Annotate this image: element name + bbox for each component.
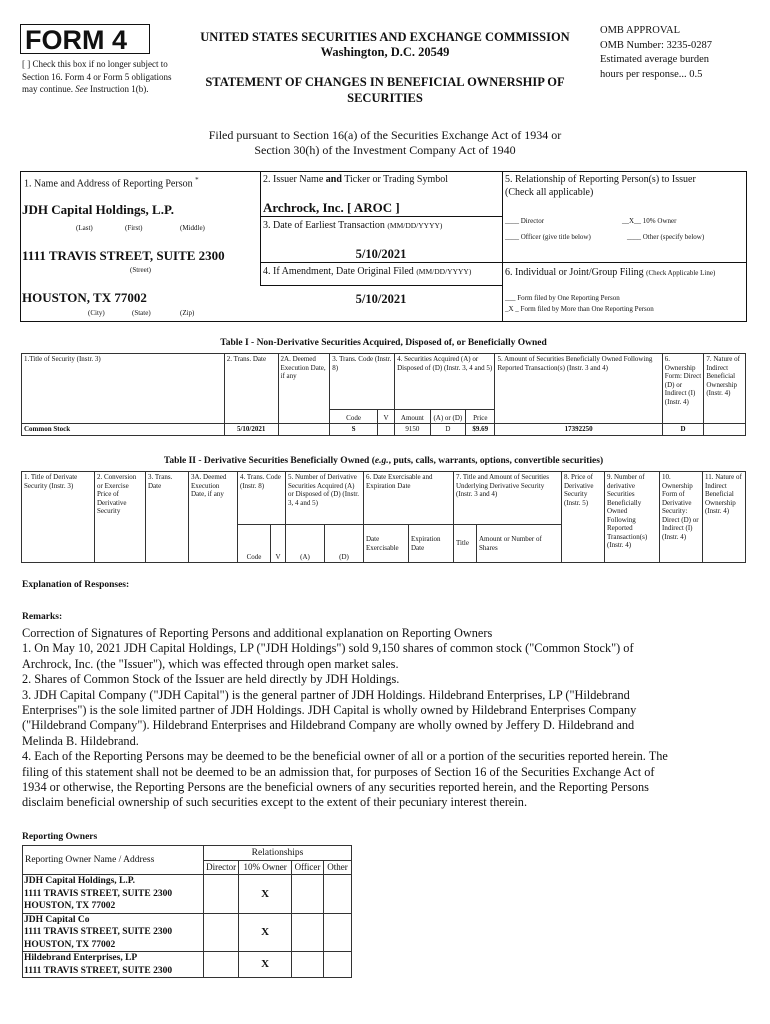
remarks-line: Archrock, Inc. (the "Issuer"), which was effected through open market sales. [22,656,399,671]
box5-sub: (Check all applicable) [505,187,594,198]
owner-row [23,875,352,914]
explanation-label: Explanation of Responses: [22,580,130,590]
owner-ten-pct: X [239,952,292,978]
omb-burden: Estimated average burden [600,54,710,65]
omb-approval: OMB APPROVAL [600,25,681,36]
t1-row-code: S [330,424,378,436]
owners-label: Reporting Owners [22,832,98,842]
remarks-line: 1. On May 10, 2021 JDH Capital Holdings, LP ("JDH Holdings") sold 9,150 shares of common stock ("Common Stock") of [22,641,634,656]
t1-h-code-sub: Code [330,410,378,424]
rel-director: ____ Director [505,217,545,225]
t2-h-underlying: 7. Title and Amount of Securities Underlying Derivative Security (Instr. 3 and 4) [454,472,562,525]
t2-h-owned: 9. Number of derivative Securities Beneficially Owned Following Reported Transaction(s) (Instr. 4) [605,472,660,563]
owner-name: JDH Capital Co [24,914,90,925]
earliest-transaction-date: 5/10/2021 [355,247,407,261]
owner-cell [23,952,204,978]
t1-row-owned: 17392250 [495,424,662,436]
label-last: (Last) [76,224,93,232]
t1-h-v: V [377,410,394,424]
filed-pursuant [100,128,670,158]
box4-label [263,266,471,277]
t2-h-price: 8. Price of Derivative Security (Instr. 5) [562,472,605,563]
reporting-street: 1111 TRAVIS STREET, SUITE 2300 [22,248,225,263]
table1-title: Table I - Non-Derivative Securities Acquired, Disposed of, or Beneficially Owned [220,338,547,348]
owner-street: 1111 TRAVIS STREET, SUITE 2300 [24,927,173,937]
box6-label-text: 6. Individual or Joint/Group Filing [505,267,647,278]
t2-h-date: 3. Trans. Date [146,472,189,563]
form-title: FORM 4 [20,24,150,54]
owner-street: 1111 TRAVIS STREET, SUITE 2300 [24,888,173,899]
t1-row-nature [704,424,746,436]
label-street: (Street) [130,266,151,274]
remarks-line: 4. Each of the Reporting Persons may be deemed to be the beneficial owner of all or a portion of the securities reported herein. The [22,749,668,764]
owner-name: Hildebrand Enterprises, LP [24,953,138,963]
t1-row-aord: D [430,424,465,436]
remarks-line: Enterprises") is the sole limited partner of JDH Holdings. JDH Capital is wholly owned by Hildebrand Enterprises Company [22,703,637,718]
owners-table [22,845,352,978]
agency-location: Washington, D.C. 20549 [320,45,450,59]
t2-h-title-sub: Title [454,525,477,563]
t1-row-form: D [662,424,704,436]
t1-h-aord: (A) or (D) [430,410,465,424]
t2-h-v: V [271,525,286,563]
t2-h-amount: Amount or Number of Shares [477,525,562,563]
t1-h-title: 1.Title of Security (Instr. 3) [22,354,225,424]
filed-pursuant-2: Section 30(h) of the Investment Company Act of 1940 [254,143,516,157]
t1-row-title: Common Stock [22,424,225,436]
box6-label [505,267,715,278]
remarks-line: Melinda B. Hildebrand. [22,733,139,748]
box6-label-small: (Check Applicable Line) [646,269,716,277]
t1-row-deemed [278,424,330,436]
t2-h-d: (D) [325,525,364,563]
remarks-body [22,626,752,811]
box4-label-small: (MM/DD/YYYY) [416,267,472,276]
t1-h-form: 6. Ownership Form: Direct (D) or Indirect (I) (Instr. 4) [662,354,704,424]
remarks-line: 3. JDH Capital Company ("JDH Capital") is the general partner of JDH Holdings. Hildebrand Enterprises, LP ("Hildebrand [22,687,630,702]
t2-h-exp: Expiration Date [409,525,454,563]
owners-h-director: Director [204,861,239,875]
filing-opt-multiple: _X _ Form filed by More than One Reporting Person [505,305,654,313]
label-middle: (Middle) [180,224,205,232]
t1-h-price: Price [466,410,495,424]
t2-h-conversion: 2. Conversion or Exercise Price of Derivative Security [95,472,146,563]
label-zip: (Zip) [180,309,195,317]
owners-h-officer: Officer [291,861,323,875]
omb-box [600,24,712,82]
box3-label-small: (MM/DD/YYYY) [387,221,443,230]
box1-label [24,176,199,189]
box5-label [505,173,696,199]
t1-h-nature: 7. Nature of Indirect Beneficial Ownership (Instr. 4) [704,354,746,424]
owner-cell [23,913,204,952]
reporting-person-name: JDH Capital Holdings, L.P. [22,202,174,217]
table2-title-a: Table II - Derivative Securities Beneficially Owned ( [163,456,375,466]
statement-title: STATEMENT OF CHANGES IN BENEFICIAL OWNERSHIP OF SECURITIES [205,75,565,105]
owner-name: JDH Capital Holdings, L.P. [24,876,136,886]
owners-h-name: Reporting Owner Name / Address [23,846,204,875]
filed-pursuant-1: Filed pursuant to Section 16(a) of the Securities Exchange Act of 1934 or [208,128,562,142]
t1-h-amount: Amount [395,410,430,424]
box1-label-text: 1. Name and Address of Reporting Person [24,178,193,190]
agency-title: UNITED STATES SECURITIES AND EXCHANGE COMMISSION [200,30,570,44]
table2-title-c: , puts, calls, warrants, options, convertible securities) [388,456,604,466]
box1-marker: * [195,176,199,184]
checkbox-note-see: See [75,84,88,94]
box2-label-a: 2. Issuer Name [263,174,326,185]
table2-title [20,456,747,466]
checkbox-note-end: Instruction 1(b). [87,84,149,94]
box2-label [263,174,448,185]
t1-row-price: $9.69 [466,424,495,436]
filing-opt-one: ___ Form filed by One Reporting Person [505,294,620,302]
owner-cell [23,875,204,914]
owners-h-rel: Relationships [204,846,352,861]
t2-h-number: 5. Number of Derivative Securities Acquired (A) or Disposed of (D) (Instr. 3, 4 and 5) [286,472,364,525]
remarks-line: Correction of Signatures of Reporting Persons and additional explanation on Reporting Owners [22,626,493,640]
checkbox-note [22,58,172,96]
t1-row-date: 5/10/2021 [224,424,278,436]
t2-h-code-sub: Code [238,525,271,563]
label-first: (First) [125,224,143,232]
t2-h-nature: 11. Nature of Indirect Beneficial Ownership (Instr. 4) [703,472,746,563]
box2-label-c: Ticker or Trading Symbol [341,174,449,185]
owner-row [23,952,352,978]
t1-h-deemed: 2A. Deemed Execution Date, if any [278,354,330,424]
table2 [21,471,746,563]
t2-h-date-ex: Date Exercisable [364,525,409,563]
table1 [21,353,746,436]
t1-h-owned: 5. Amount of Securities Beneficially Owned Following Reported Transaction(s) (Instr. 3 and 4) [495,354,662,424]
t1-h-acquired: 4. Securities Acquired (A) or Disposed of (D) (Instr. 3, 4 and 5) [395,354,495,410]
table2-title-b: e.g. [374,456,389,466]
t2-h-a: (A) [286,525,325,563]
omb-number: OMB Number: 3235-0287 [600,39,712,51]
remarks-line: 2. Shares of Common Stock of the Issuer are held directly by JDH Holdings. [22,672,400,687]
box3-label [263,220,442,231]
box3-label-text: 3. Date of Earliest Transaction [263,220,388,231]
remarks-label: Remarks: [22,612,63,622]
t2-h-code: 4. Trans. Code (Instr. 8) [238,472,286,525]
label-state: (State) [132,309,151,317]
owners-h-ten: 10% Owner [239,861,292,875]
issuer-name: Archrock, Inc. [ AROC ] [263,200,400,215]
rel-other: ____ Other (specify below) [627,233,705,241]
t1-row-v [377,424,394,436]
checkbox-note-text: [ ] Check this box if no longer subject to Section 16. Form 4 or Form 5 obligations may continue. [22,59,172,94]
remarks-line: ("Hildebrand Company"). Hildebrand Enterprises and Hildebrand Company are wholly owned by Jeffery D. Hildebrand and [22,718,635,733]
owner-ten-pct: X [239,913,292,952]
t1-row-amount: 9150 [395,424,430,436]
omb-hours: hours per response... 0.5 [600,68,703,80]
t2-h-title: 1. Title of Derivate Security (Instr. 3) [22,472,95,563]
t1-h-code: 3. Trans. Code (Instr. 8) [330,354,395,410]
table-row [22,424,746,436]
label-city: (City) [88,309,105,317]
amendment-date: 5/10/2021 [355,292,407,306]
owner-city: HOUSTON, TX 77002 [24,939,116,950]
owner-street: 1111 TRAVIS STREET, SUITE 2300 [24,965,173,976]
t2-h-exercisable: 6. Date Exercisable and Expiration Date [364,472,454,525]
owner-city: HOUSTON, TX 77002 [24,901,116,911]
remarks-line: 1934 or otherwise, the Reporting Persons are the beneficial owners of any securities reported herein, and the Reporting Persons [22,780,649,795]
box5-label-text: 5. Relationship of Reporting Person(s) to Issuer [505,174,696,185]
reporting-city: HOUSTON, TX 77002 [22,290,147,305]
owner-ten-pct: X [239,875,292,914]
rel-officer: ____ Officer (give title below) [505,233,591,241]
owner-row [23,913,352,952]
box4-label-text: 4. If Amendment, Date Original Filed [263,266,417,277]
t2-h-form: 10. Ownership Form of Derivative Security: Direct (D) or Indirect (I) (Instr. 4) [660,472,703,563]
rel-ten-pct: __X__ 10% Owner [622,217,677,225]
remarks-line: disclaim beneficial ownership of such securities except to the extent of their pecuniary interest therein. [22,795,528,810]
t2-h-deemed: 3A. Deemed Execution Date, if any [189,472,238,563]
t1-h-date: 2. Trans. Date [224,354,278,424]
owners-h-other: Other [324,861,352,875]
box2-label-b: and [325,174,342,185]
remarks-line: filing of this statement shall not be deemed to be an admission that, for purposes of Section 16 of the Securities Exchange Act of [22,764,655,779]
